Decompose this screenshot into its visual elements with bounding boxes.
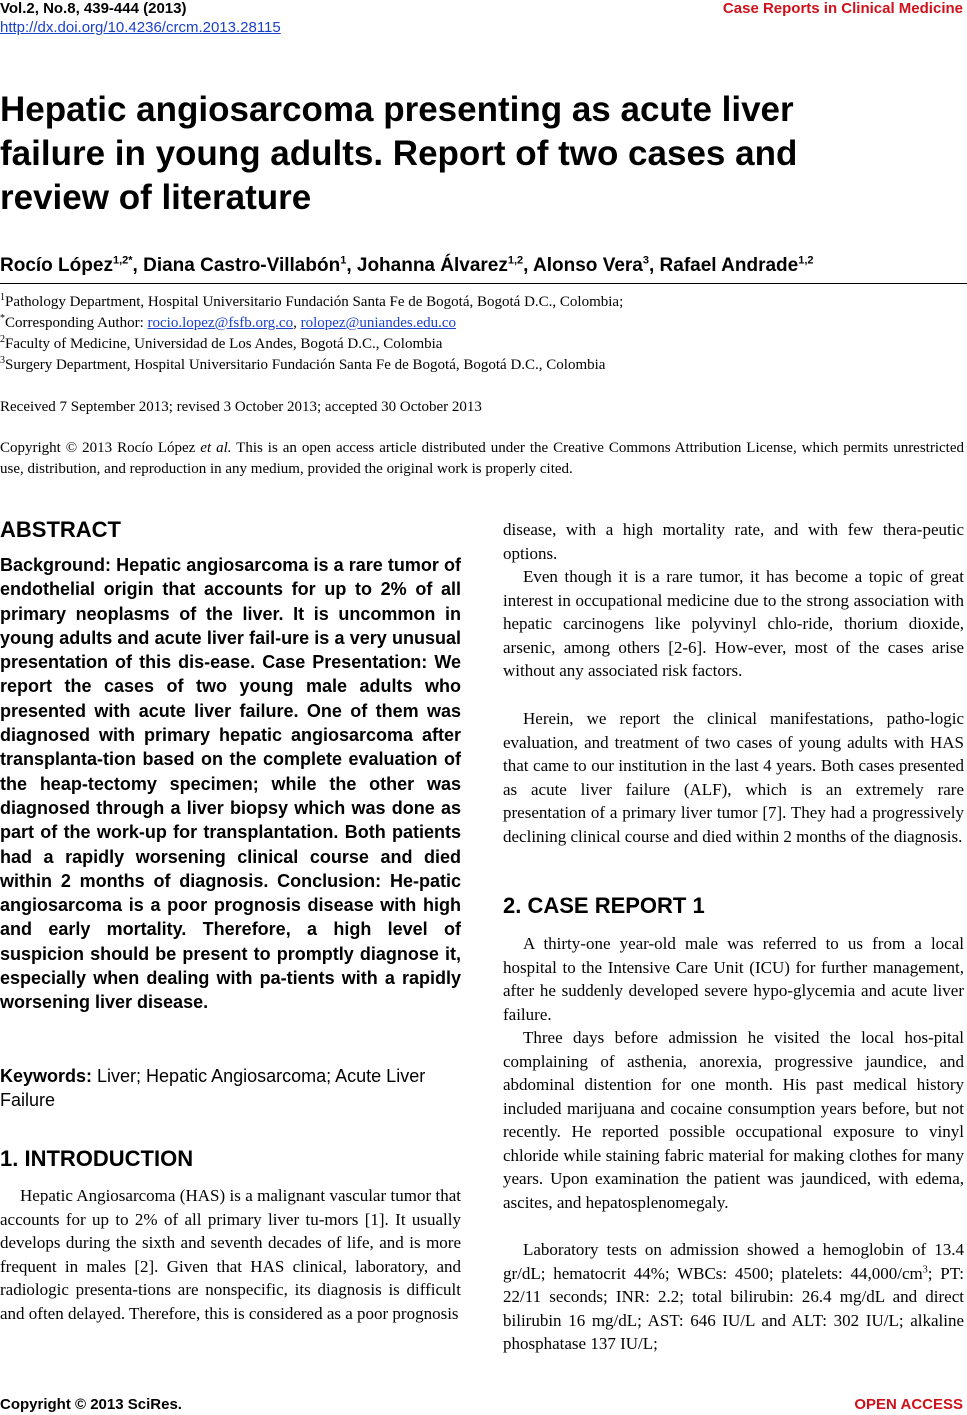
introduction-heading: 1. INTRODUCTION [0,1146,194,1171]
body-paragraph: disease, with a high mortality rate, and with few thera-peutic options. [503,520,964,563]
keywords: Keywords: Liver; Hepatic Angiosarcoma; Acute Liver Failure [0,1066,426,1110]
email-link[interactable]: rolopez@uniandes.edu.co [300,315,457,331]
author-affiliation-mark: 1 [340,254,347,267]
article-title: Hepatic angiosarcoma presenting as acute liver failure in young adults. Report of two cases and review of literature [0,90,798,217]
body-paragraph: A thirty-one year-old male was referred to us from a local hospital to the Intensive Care Unit (ICU) for further management, after he suddenly developed severe hypo-glycemia and acute liver failure. [503,934,964,1024]
body-paragraph: Laboratory tests on admission showed a hemoglobin of 13.4 gr/dL; hematocrit 44%; WBCs: 4500; platelets: $44,000/cm^3$; PT: 22/11 seconds; INR: 2.2; total bilirubin: 26.4 mg/dL and direct bilirubin 16 mg/dL; AST: 646 IU/L and ALT: 302 IU/L; alkaline phosphatase 137 IU/L; [503,1240,964,1353]
author-affiliation-mark: 3 [642,254,649,267]
body-paragraph: Herein, we report the clinical manifestations, patho-logic evaluation, and treatment of two cases of young adults with HAS that came to our institution in the last 4 years. Both cases presented as acute liver failure (ALF), which is an extremely rare presentation of a primary liver tumor [7]. They had a progressively declining clinical course and died within 2 months of the diagnosis. [503,709,964,846]
doi-link[interactable]: http://dx.doi.org/10.4236/crcm.2013.28115 [0,19,281,36]
journal-name: Case Reports in Clinical Medicine [722,0,963,17]
email-link[interactable]: rocio.lopez@fsfb.org.co [147,315,294,331]
corresponding-author: *Corresponding Author: rocio.lopez@fsfb.org.co, rolopez@uniandes.edu.co [0,313,457,331]
affiliation-1: $^1$Pathology Department, Hospital Universitario Fundación Santa Fe de Bogotá, Bogotá D.C., Colombia; [0,292,624,310]
author-name: Rocío López [0,255,113,276]
footer-copyright: Copyright © 2013 SciRes. [0,1396,182,1413]
abstract-text: Background: Hepatic angiosarcoma is a rare tumor of endothelial origin that accounts for up to 2% of all primary neoplasms of the liver. It is uncommon in young adults and acute liver fail-ure is a very unusual presentation of this dis-ease. Case Presentation: We report the cases of two young male adults who presented with acute liver failure. One of them was diagnosed with primary hepatic angiosarcoma after transplanta-tion based on the complete evaluation of the heap-tectomy specimen; while the other was diagnosed through a liver biopsy which was done as part of the work-up for transplantation. Both patients had a rapidly worsening clinical course and died within 2 months of diagnosis. Conclusion: He-patic angiosarcoma is a poor prognosis disease with high and early mortality. Therefore, a high level of suspicion should be present to promptly diagnose it, especially when dealing with pa-tients with a rapidly worsening liver disease. [0,555,461,1013]
affiliation-2: $^2$Faculty of Medicine, Universidad de Los Andes, Bogotá D.C., Colombia [0,334,443,352]
body-paragraph: Even though it is a rare tumor, it has become a topic of great interest in occupational medicine due to the strong association with hepatic carcinogens like polyvinyl chlo-ride, thorium dioxide, arsenic, among others [2-6]. How-ever, most of the cases arise without any associated risk factors. [503,567,964,680]
received-dates: Received 7 September 2013; revised 3 October 2013; accepted 30 October 2013 [0,399,482,415]
body-paragraph: Three days before admission he visited the local hos-pital complaining of asthenia, anorexia, progressive jaundice, and abdominal distention for one month. His past medical history included marijuana and cocaine consumption years before, but not recently. He reported possible occupational exposure to vinyl chloride while staining fabric material for making clothes for many years. Upon examination the patient was jaundiced, with edema, ascites, and hepatosplenomegaly. [503,1028,964,1212]
journal-volume: Vol.2, No.8, 439-444 (2013) [0,0,187,17]
author-affiliation-mark: 1,2 [798,254,814,267]
license-note: Copyright © 2013 Rocío López et al. This is an open access article distributed under the Creative Commons Attribution License, which permits unrestricted use, distribution, and reproduction in any medium, provided the original work is properly cited. [0,440,964,477]
open-access-label: OPEN ACCESS [854,1396,963,1413]
author-name: Alonso Vera [533,255,643,276]
abstract-heading: ABSTRACT [0,517,121,542]
author-name: Rafael Andrade [659,255,799,276]
author-list: Rocío López$^{1,2*}$, Diana Castro-Villabón$^1$, Johanna Álvarez$^{1,2}$, Alonso Vera$^3$, Rafael Andrade$^{1,2}$ [0,254,814,276]
author-name: Diana Castro-Villabón [143,255,341,276]
affiliation-3: $^3$Surgery Department, Hospital Universitario Fundación Santa Fe de Bogotá, Bogotá D.C., Colombia [0,355,606,373]
author-affiliation-mark: 1,2 [507,254,524,267]
introduction-paragraph: Hepatic Angiosarcoma (HAS) is a malignant vascular tumor that accounts for up to 2% of all primary liver tu-mors [1]. It usually develops during the sixth and seventh decades of life, and is more frequent in males [2]. Given that HAS clinical, laboratory, and radiologic presenta-tions are nonspecific, its diagnosis is difficult and often delayed. Therefore, this is considered as a poor prognosis [0,1186,461,1323]
case-report-heading: 2. CASE REPORT 1 [503,893,705,918]
author-name: Johanna Álvarez [356,255,508,276]
author-affiliation-mark: 1,2* [112,254,133,267]
author-divider [0,283,967,284]
